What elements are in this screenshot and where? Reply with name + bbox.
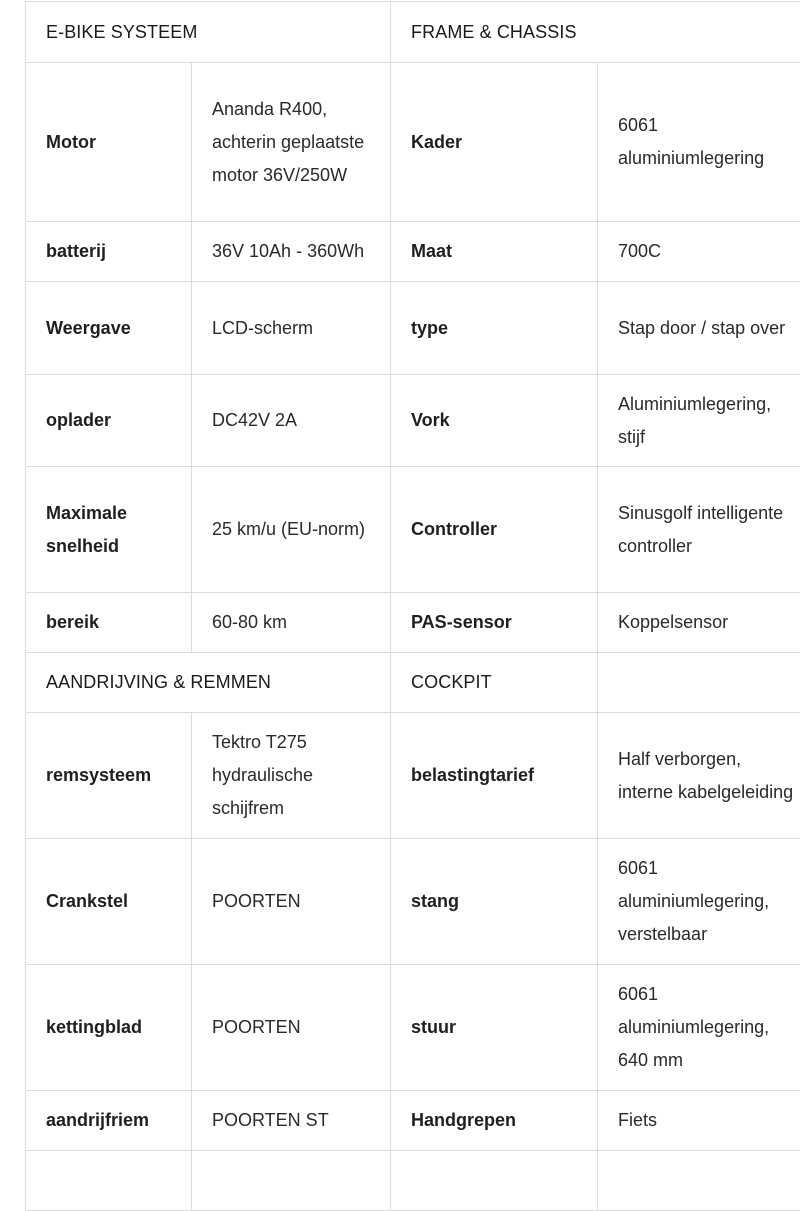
spec-label: PAS-sensor	[391, 593, 598, 653]
spec-value: 6061 aluminiumlegering, 640 mm	[598, 965, 800, 1091]
spec-value: 700C	[598, 222, 800, 282]
spec-value: LCD-scherm	[192, 282, 391, 375]
table-row	[26, 965, 800, 1091]
section-header-frame: FRAME & CHASSIS	[391, 2, 800, 63]
spec-label: oplader	[26, 375, 192, 467]
spec-value: 36V 10Ah - 360Wh	[192, 222, 391, 282]
spec-value: 60-80 km	[192, 593, 391, 653]
spec-label: stang	[391, 839, 598, 965]
spec-value: Tektro T275 hydraulische schijfrem	[192, 713, 391, 839]
empty-cell	[598, 653, 800, 713]
spec-label: bereik	[26, 593, 192, 653]
spec-label: type	[391, 282, 598, 375]
table-row	[26, 63, 800, 222]
table-row	[26, 282, 800, 375]
spec-label: remsysteem	[26, 713, 192, 839]
spec-label: Crankstel	[26, 839, 192, 965]
spec-value: Aluminiumlegering, stijf	[598, 375, 800, 467]
spec-label: Vork	[391, 375, 598, 467]
spec-value: Stap door / stap over	[598, 282, 800, 375]
table-row	[26, 222, 800, 282]
section-header-cockpit: COCKPIT	[391, 653, 598, 713]
table-row	[26, 839, 800, 965]
spec-label: Maat	[391, 222, 598, 282]
empty-cell	[598, 1151, 800, 1211]
spec-value: POORTEN ST	[192, 1091, 391, 1151]
spec-value: POORTEN	[192, 839, 391, 965]
table-row	[26, 467, 800, 593]
spec-label: Motor	[26, 63, 192, 222]
spec-label: batterij	[26, 222, 192, 282]
table-row	[26, 1091, 800, 1151]
section-header-ebike: E-BIKE SYSTEEM	[26, 2, 391, 63]
section-header-row	[26, 2, 800, 63]
table-row	[26, 713, 800, 839]
section-header-row	[26, 653, 800, 713]
spec-value: Ananda R400, achterin geplaatste motor 36V/250W	[192, 63, 391, 222]
table-row	[26, 1151, 800, 1211]
spec-value: Fiets	[598, 1091, 800, 1151]
spec-value: Sinusgolf intelligente controller	[598, 467, 800, 593]
spec-value: 25 km/u (EU-norm)	[192, 467, 391, 593]
spec-value: 6061 aluminiumlegering, verstelbaar	[598, 839, 800, 965]
spec-label: Weergave	[26, 282, 192, 375]
empty-cell	[192, 1151, 391, 1211]
table-row	[26, 375, 800, 467]
table-row	[26, 593, 800, 653]
spec-value: Koppelsensor	[598, 593, 800, 653]
section-header-drive: AANDRIJVING & REMMEN	[26, 653, 391, 713]
spec-table	[25, 1, 800, 1211]
spec-label: Handgrepen	[391, 1091, 598, 1151]
spec-value: DC42V 2A	[192, 375, 391, 467]
spec-label: kettingblad	[26, 965, 192, 1091]
spec-value: POORTEN	[192, 965, 391, 1091]
spec-label: belastingtarief	[391, 713, 598, 839]
spec-label: Controller	[391, 467, 598, 593]
spec-value: Half verborgen, interne kabelgeleiding	[598, 713, 800, 839]
empty-cell	[26, 1151, 192, 1211]
spec-label: Maximale snelheid	[26, 467, 192, 593]
spec-label: stuur	[391, 965, 598, 1091]
spec-label: Kader	[391, 63, 598, 222]
page-margin	[0, 0, 25, 1165]
empty-cell	[391, 1151, 598, 1211]
spec-label: aandrijfriem	[26, 1091, 192, 1151]
spec-value: 6061 aluminiumlegering	[598, 63, 800, 222]
